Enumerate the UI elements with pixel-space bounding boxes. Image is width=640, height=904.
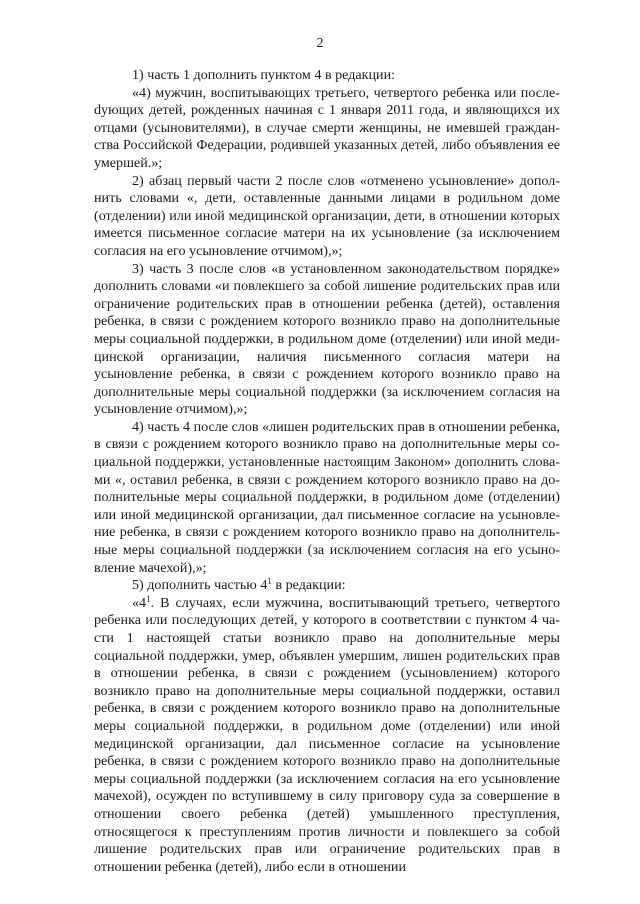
paragraph-7-text-after: . В случаях, если мужчина, воспитывающий третьего, четвертого ребенка или последующих детей, у которого в соответствии с пунктом 4 части 1 настоящей статьи возникло право на дополнительные меры социальной поддержки, умер, объявлен умершим, лишен родительских прав в отношении ребенка, в связи с рождением (усыновлением) которого возникло право на дополнительные меры социальной поддержки, оставил ребенка, в связи с рождением которого возникло право на дополнительные меры социальной поддержки, в родильном доме (отделении) или иной медицинской организации, дал письменное согласие на усыновление ребенка, в связи с рождением которого возникло право на дополнительные меры социальной поддержки (за исключением согласия на его усыновление мачехой), осужден по вступившему в силу приговору суда за совершение в отношении своего ребенка (детей) умышленного преступления, относящегося к преступлениям против личности и повлекшего за собой лишение родительских прав или ограничение родительских прав в отношении ребенка (детей), либо если в отношении <box>94 594 560 875</box>
paragraph-7 <box>94 595 560 877</box>
paragraph-1: 1) часть 1 дополнить пунктом 4 в редакции: <box>132 67 396 83</box>
paragraph-4: 3) часть 3 после слов «в установленном законодательством порядке» дополнить словами «и повлекшего за собой лишение родительских прав или ограничение родительских прав в отношении ребенка (детей), оставления ребенка, в связи с рождением которого возникло право на дополнительные меры социальной поддержки, в родильном доме (отделении) или иной медицинской организации, наличия письменного согласия матери на усыновление ребенка, в связи с рождением которого возникло право на дополнительные меры социальной поддержки (за исключением согласия на усыновление отчимом),»; <box>94 260 560 418</box>
paragraph-5: 4) часть 4 после слов «лишен родительских прав в отношении ребенка, в связи с рождением которого возникло право на дополнительные меры социальной поддержки, установленные настоящим Законом» дополнить словами «, оставил ребенка, в связи с рождением которого возникло право на дополнительные меры социальной поддержки, в родильном доме (отделении) или иной медицинской организации, дал письменное согласие на усыновление ребенка, в связи с рождением которого возникло право на дополнительные меры социальной поддержки (за исключением согласия на его усыновление мачехой),»; <box>94 418 560 576</box>
paragraph-6 <box>94 577 560 595</box>
paragraph-7-superscript: 1 <box>146 593 151 604</box>
paragraph-6-text-after: в редакции: <box>271 577 346 594</box>
paragraph-2: «4) мужчин, воспитывающих третьего, четвертого ребенка или послеdующих детей, рожденных начиная с 1 января 2011 года, и являющихся их отцами (усыновителями), в случае смерти женщины, не имевшей гражданства Российской Федерации, родившей указанных детей, либо объявления ее умершей.»; <box>94 84 560 171</box>
paragraph-6-superscript: 1 <box>267 576 272 587</box>
page-number: 2 <box>316 36 324 51</box>
document-body <box>94 67 560 876</box>
paragraph-6-text-before: 5) дополнить частью 4 <box>132 577 268 594</box>
paragraph-3: 2) абзац первый части 2 после слов «отменено усыновление» дополнить словами «, дети, оставленные данными лицами в родильном доме (отделении) или иной медицинской организации, дети, в отношении которых имеется письменное согласие матери на их усыновление (за исключением согласия на его усыновление отчимом),»; <box>94 172 560 259</box>
paragraph-7-text-before: «4 <box>132 594 147 611</box>
